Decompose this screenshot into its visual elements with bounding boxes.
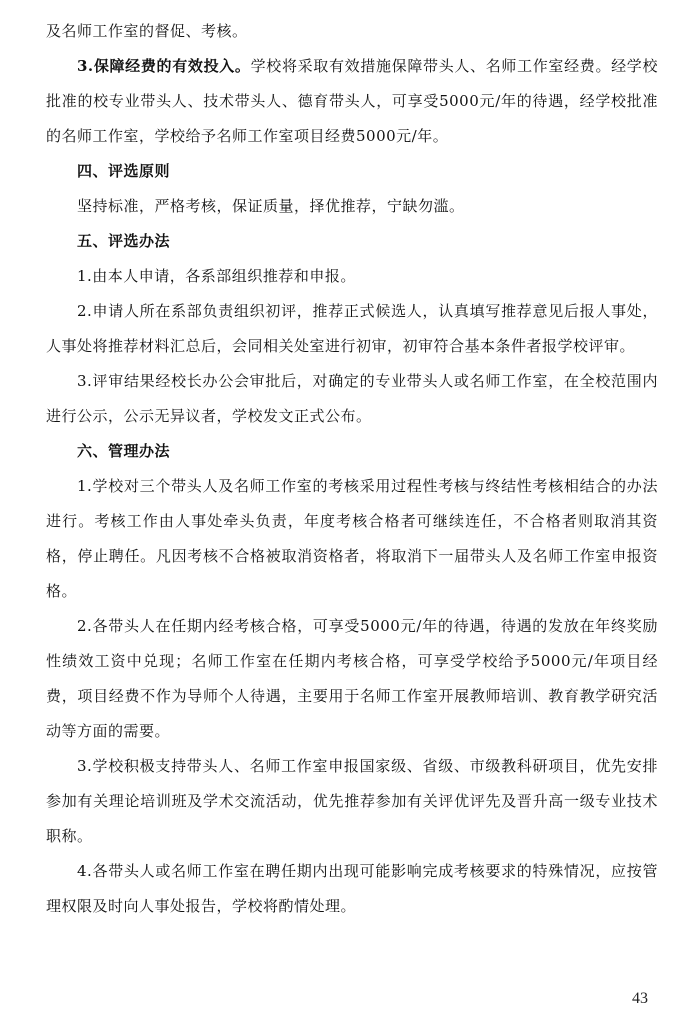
paragraph-continuation: 及名师工作室的督促、考核。 — [46, 22, 248, 40]
paragraph-method-1: 1.由本人申请，各系部组织推荐和申报。 — [77, 267, 356, 285]
document-body — [46, 14, 658, 924]
paragraph-method-3: 3.评审结果经校长办公会审批后，对确定的专业带头人或名师工作室，在全校范围内进行公示，公示无异议者，学校发文正式公布。 — [46, 372, 658, 425]
section-heading-selection-methods: 五、评选办法 — [77, 232, 171, 250]
section-heading-management: 六、管理办法 — [77, 442, 171, 460]
paragraph-funding — [46, 49, 658, 154]
paragraph-principles: 坚持标准，严格考核，保证质量，择优推荐，宁缺勿滥。 — [77, 197, 465, 215]
paragraph-funding-text: 学校将采取有效措施保障带头人、名师工作室经费。经学校批准的校专业带头人、技术带头人、德育带头人，可享受5000元/年的待遇，经学校批准的名师工作室，学校给予名师工作室项目经费5000元/年。 — [46, 57, 658, 145]
paragraph-management-3: 3.学校积极支持带头人、名师工作室申报国家级、省级、市级教科研项目，优先安排参加有关理论培训班及学术交流活动，优先推荐参加有关评优评先及晋升高一级专业技术职称。 — [46, 757, 658, 845]
paragraph-management-4: 4.各带头人或名师工作室在聘任期内出现可能影响完成考核要求的特殊情况，应按管理权限及时向人事处报告，学校将酌情处理。 — [46, 862, 658, 915]
paragraph-method-2: 2.申请人所在系部负责组织初评，推荐正式候选人，认真填写推荐意见后报人事处，人事处将推荐材料汇总后，会同相关处室进行初审，初审符合基本条件者报学校评审。 — [46, 302, 658, 355]
paragraph-management-1: 1.学校对三个带头人及名师工作室的考核采用过程性考核与终结性考核相结合的办法进行。考核工作由人事处牵头负责，年度考核合格者可继续连任，不合格者则取消其资格，停止聘任。凡因考核不合格被取消资格者，将取消下一届带头人及名师工作室申报资格。 — [46, 477, 658, 600]
page-number: 43 — [632, 990, 648, 1007]
paragraph-management-2: 2.各带头人在任期内经考核合格，可享受5000元/年的待遇，待遇的发放在年终奖励性绩效工资中兑现；名师工作室在任期内考核合格，可享受学校给予5000元/年项目经费，项目经费不作为导师个人待遇，主要用于名师工作室开展教师培训、教育教学研究活动等方面的需要。 — [46, 617, 658, 740]
section-heading-selection-principles: 四、评选原则 — [77, 162, 171, 180]
paragraph-funding-title: 3.保障经费的有效投入。 — [77, 57, 251, 75]
